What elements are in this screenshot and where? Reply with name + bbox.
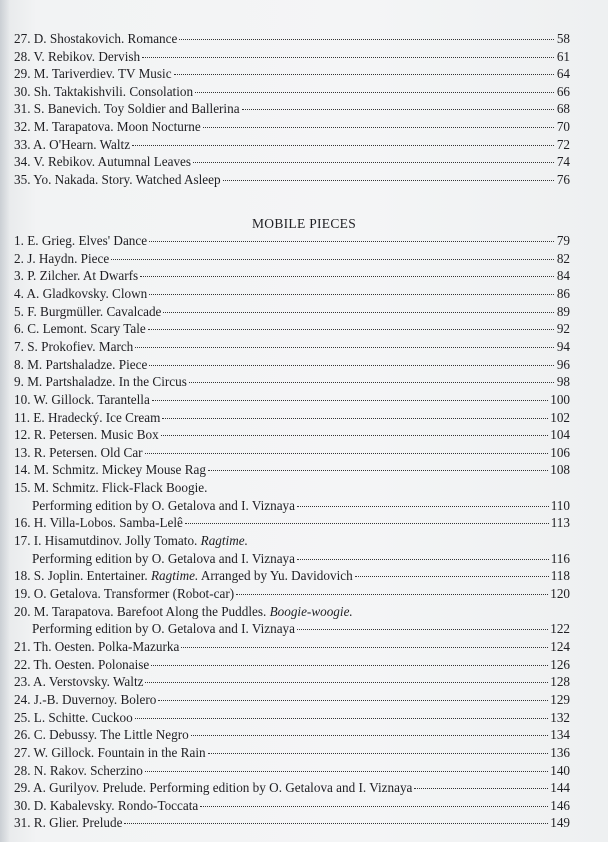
dot-leader [145,682,548,683]
toc-entry [14,567,570,584]
toc-entry-title [14,567,353,584]
toc-entry-page-number: 98 [556,374,570,390]
toc-entry-title [14,603,353,620]
dot-leader [203,127,554,128]
toc-entry-page-number: 118 [550,568,570,584]
toc-entry-text: 6. C. Lemont. Scary Tale [14,321,146,337]
toc-entry-page-number: 149 [550,815,570,831]
toc-entry [14,100,570,117]
toc-entry-genre: Boogie-woogie. [269,603,353,619]
toc-entry-text: 3. P. Zilcher. At Dwarfs [14,268,139,284]
toc-entry-text: 26. C. Debussy. The Little Negro [14,727,189,743]
toc-entry-page-number: 61 [556,48,570,64]
toc-entry-title [14,709,133,726]
toc-entry-title [14,303,161,320]
toc-entry-page-number: 108 [550,462,570,478]
section-heading: MOBILE PIECES [251,216,357,231]
toc-entry-title [14,267,138,284]
dot-leader [297,559,549,560]
toc-entry-title [14,461,206,478]
toc-entry [14,603,570,620]
toc-entry-page-number: 82 [556,250,570,266]
toc-entry-title [14,638,179,655]
toc-entry-title [14,100,240,117]
toc-entry-page-number: 128 [550,674,570,690]
dot-leader [242,109,554,110]
toc-entry-page-number: 136 [550,744,570,760]
dot-leader [142,57,554,58]
toc-entry-title [14,285,147,302]
toc-entry [14,497,570,514]
toc-entry-page-number: 58 [556,31,570,46]
toc-entry [14,550,570,567]
toc-entry-page-number: 134 [550,727,570,743]
toc-entry [14,426,570,443]
toc-entry-page-number: 116 [550,550,570,566]
toc-entry [14,514,570,531]
dot-leader [191,735,549,736]
toc-entry-title [14,744,206,761]
toc-entry-text: 17. I. Hisamutdinov. Jolly Tomato. [14,533,198,549]
dot-leader [297,629,548,630]
toc-entry-title [14,409,160,426]
toc-entry [14,585,570,602]
toc-entry-page-number: 64 [556,66,570,82]
toc-entry-title [14,250,109,267]
toc-entry-text: 10. W. Gillock. Tarantella [14,391,150,407]
toc-entry-page-number: 86 [556,285,570,301]
toc-entry-text: 9. M. Partshaladze. In the Circus [14,374,187,390]
toc-entry-text: 31. R. Glier. Prelude [14,815,123,831]
toc-entry-text: 30. D. Kabalevsky. Rondo-Toccata [14,797,199,813]
toc-entry-text: 33. A. O'Hearn. Waltz [14,136,131,152]
toc-entry-title [14,320,146,337]
dot-leader [135,347,554,348]
toc-entry [14,673,570,690]
toc-entry-title [14,30,177,47]
toc-entry-title [14,797,198,814]
toc-entry-title [14,479,207,496]
toc-entry-page-number: 94 [556,338,570,354]
toc-entry-text: 25. L. Schitte. Cuckoo [14,709,133,725]
toc-entry [14,30,570,47]
toc-entry-text: 4. A. Gladkovsky. Clown [14,285,148,301]
toc-entry-title [14,171,221,188]
toc-entry-text: 27. W. Gillock. Fountain in the Rain [14,744,206,760]
toc-entry-page-number: 72 [556,136,570,152]
toc-entry-page-number: 89 [556,303,570,319]
toc-entry-text: 29. M. Tariverdiev. TV Music [14,66,172,82]
dot-leader [149,241,554,242]
dot-leader [140,276,554,277]
toc-entry [14,136,570,153]
toc-entry-title [14,726,189,743]
toc-entry-text: 8. M. Partshaladze. Piece [14,356,148,372]
dot-leader [151,665,548,666]
dot-leader [132,145,554,146]
toc-entry-page-number: 79 [556,233,570,248]
dot-leader [148,329,554,330]
toc-entry-page-number: 140 [550,762,570,778]
toc-entry-title [14,532,248,549]
dot-leader [200,806,548,807]
toc-entry [14,250,570,267]
dot-leader [208,753,549,754]
toc-entry-title [14,356,147,373]
toc-entry [14,691,570,708]
toc-entry-title [14,232,147,249]
toc-entry [14,726,570,743]
toc-entry-title [14,83,193,100]
toc-entry [14,638,570,655]
toc-entry-text: 30. Sh. Taktakishvili. Consolation [14,83,194,99]
toc-entry-title [14,814,122,831]
dot-leader [163,312,554,313]
dot-leader [161,435,549,436]
toc-entry [14,479,570,496]
toc-entry-title [14,391,150,408]
toc-entry-text: 29. A. Gurilyov. Prelude. Performing edition by O. Getalova and I. Viznaya [14,780,413,796]
toc-entry-title [14,153,191,170]
dot-leader [189,382,554,383]
toc-entry [14,656,570,673]
dot-leader [195,92,554,93]
toc-entry-text: 13. R. Petersen. Old Car [14,444,143,460]
toc-entry-arranger: Arranged by Yu. Davidovich [200,568,353,584]
toc-entry-title [14,779,412,796]
toc-entry-page-number: 144 [550,780,570,796]
toc-entry [14,532,570,549]
toc-entry-title [14,444,143,461]
dot-leader [135,718,549,719]
toc-entry-title [14,136,130,153]
toc-entry-page-number: 132 [550,709,570,725]
toc-entry-title [14,497,295,514]
toc-entry-text: 12. R. Petersen. Music Box [14,427,159,443]
dot-leader [297,506,549,507]
toc-entry [14,267,570,284]
toc-entry-page-number: 84 [556,268,570,284]
toc-entry-text: 5. F. Burgmüller. Cavalcade [14,303,162,319]
toc-entry [14,373,570,390]
toc-entry-page-number: 66 [556,83,570,99]
toc-entry-text: 7. S. Prokofiev. March [14,338,134,354]
toc-entry-text: 34. V. Rebikov. Autumnal Leaves [14,154,192,170]
toc-entry-text: 27. D. Shostakovich. Romance [14,31,178,46]
toc-entry-text: Performing edition by O. Getalova and I. Viznaya [32,497,296,513]
toc-entry-page-number: 113 [550,515,570,531]
toc-entry-page-number: 126 [550,656,570,672]
toc-entry-text: 22. Th. Oesten. Polonaise [14,656,150,672]
dot-leader [149,365,554,366]
toc-entry [14,744,570,761]
toc-entry-title [14,673,143,690]
toc-entry-text: 23. A. Verstovsky. Waltz [14,674,144,690]
toc-entry-page-number: 92 [556,321,570,337]
toc-entry-text: 31. S. Banevich. Toy Soldier and Ballerina [14,101,240,117]
dot-leader [158,700,548,701]
toc-entry [14,232,570,249]
toc-entry-page-number: 146 [550,797,570,813]
toc-entry-text: 32. M. Tarapatova. Moon Nocturne [14,119,201,134]
toc-entry-page-number: 120 [550,586,570,601]
toc-entry [14,461,570,478]
dot-leader [149,294,554,295]
toc-entry-page-number: 106 [550,444,570,460]
toc-entry [14,118,570,135]
toc-entry-page-number: 74 [556,154,570,170]
toc-entry-title [14,338,133,355]
dot-leader [111,259,554,260]
toc-entry-text: Performing edition by O. Getalova and I. Viznaya [32,550,296,566]
toc-entry-title [14,426,159,443]
toc-entry-page-number: 110 [550,497,570,513]
toc-entry [14,320,570,337]
toc-entry-text: 14. M. Schmitz. Mickey Mouse Rag [14,462,206,478]
dot-leader [145,453,549,454]
toc-entry-genre: Ragtime. [151,568,199,584]
dot-leader [152,400,548,401]
page-edge-shadow [0,0,10,842]
toc-entry-page-number: 102 [550,409,570,425]
toc-entry-title [14,691,156,708]
toc-entry-text: 28. N. Rakov. Scherzino [14,762,143,778]
dot-leader [124,823,548,824]
toc-entry-title [14,620,295,637]
toc-entry-title [14,762,143,779]
toc-entry-page-number: 100 [550,391,570,407]
toc-entry [14,338,570,355]
toc-entry-title [14,514,183,531]
dot-leader [193,162,554,163]
toc-entry [14,65,570,82]
toc-entry [14,797,570,814]
toc-entry [14,303,570,320]
toc-entry-text: 19. O. Getalova. Transformer (Robot-car) [14,586,235,601]
toc-entry-title [14,550,295,567]
toc-entry [14,356,570,373]
toc-entry [14,153,570,170]
toc-entry-text: 28. V. Rebikov. Dervish [14,48,141,64]
toc-entry [14,171,570,188]
toc-entry [14,444,570,461]
toc-entry-genre: Ragtime. [200,533,248,549]
toc-entry-text: 35. Yo. Nakada. Story. Watched Asleep [14,171,221,187]
toc-entry [14,83,570,100]
toc-entry-page-number: 122 [550,621,570,637]
dot-leader [414,788,548,789]
toc-entry-text: 20. M. Tarapatova. Barefoot Along the Puddles. [14,603,267,619]
dot-leader [355,576,549,577]
toc-entry-text: 24. J.-B. Duvernoy. Bolero [14,691,157,707]
dot-leader [208,470,548,471]
toc-entry-page-number: 68 [556,101,570,117]
dot-leader [179,39,554,40]
toc-entry-title [14,656,149,673]
toc-entry [14,762,570,779]
toc-entry-title [14,118,201,135]
toc-entry-text: 15. M. Schmitz. Flick-Flack Boogie. [14,480,208,496]
toc-entry-text: Performing edition by O. Getalova and I. Viznaya [32,621,296,637]
dot-leader [181,647,548,648]
toc-entry-text: 16. H. Villa-Lobos. Samba-Lelê [14,515,183,531]
toc-entry-title [14,585,234,602]
toc-entry-title [14,373,187,390]
dot-leader [223,180,554,181]
toc-entry-title [14,65,172,82]
toc-entry-page-number: 104 [550,427,570,443]
toc-entry-page-number: 124 [550,638,570,654]
toc-entry [14,779,570,796]
toc-entry-page-number: 70 [556,119,570,134]
toc-entry-page-number: 129 [550,691,570,707]
dot-leader [145,771,548,772]
toc-entry-text: 1. E. Grieg. Elves' Dance [14,233,148,248]
toc-entry-text: 21. Th. Oesten. Polka-Mazurka [14,638,180,654]
toc-entry-text: 18. S. Joplin. Entertainer. [14,568,148,584]
toc-entry-text: 11. E. Hradecký. Ice Cream [14,409,161,425]
toc-entry [14,409,570,426]
toc-entry [14,48,570,65]
toc-entry-page-number: 76 [556,171,570,187]
toc-entry [14,285,570,302]
toc-entry [14,391,570,408]
toc-entry [14,709,570,726]
dot-leader [185,523,549,524]
toc-entry-text: 2. J. Haydn. Piece [14,250,110,266]
toc-entry [14,814,570,831]
toc-entry-page-number: 96 [556,356,570,372]
dot-leader [174,74,554,75]
dot-leader [236,594,548,595]
toc-entry-title [14,48,140,65]
toc-entry [14,620,570,637]
dot-leader [162,418,548,419]
